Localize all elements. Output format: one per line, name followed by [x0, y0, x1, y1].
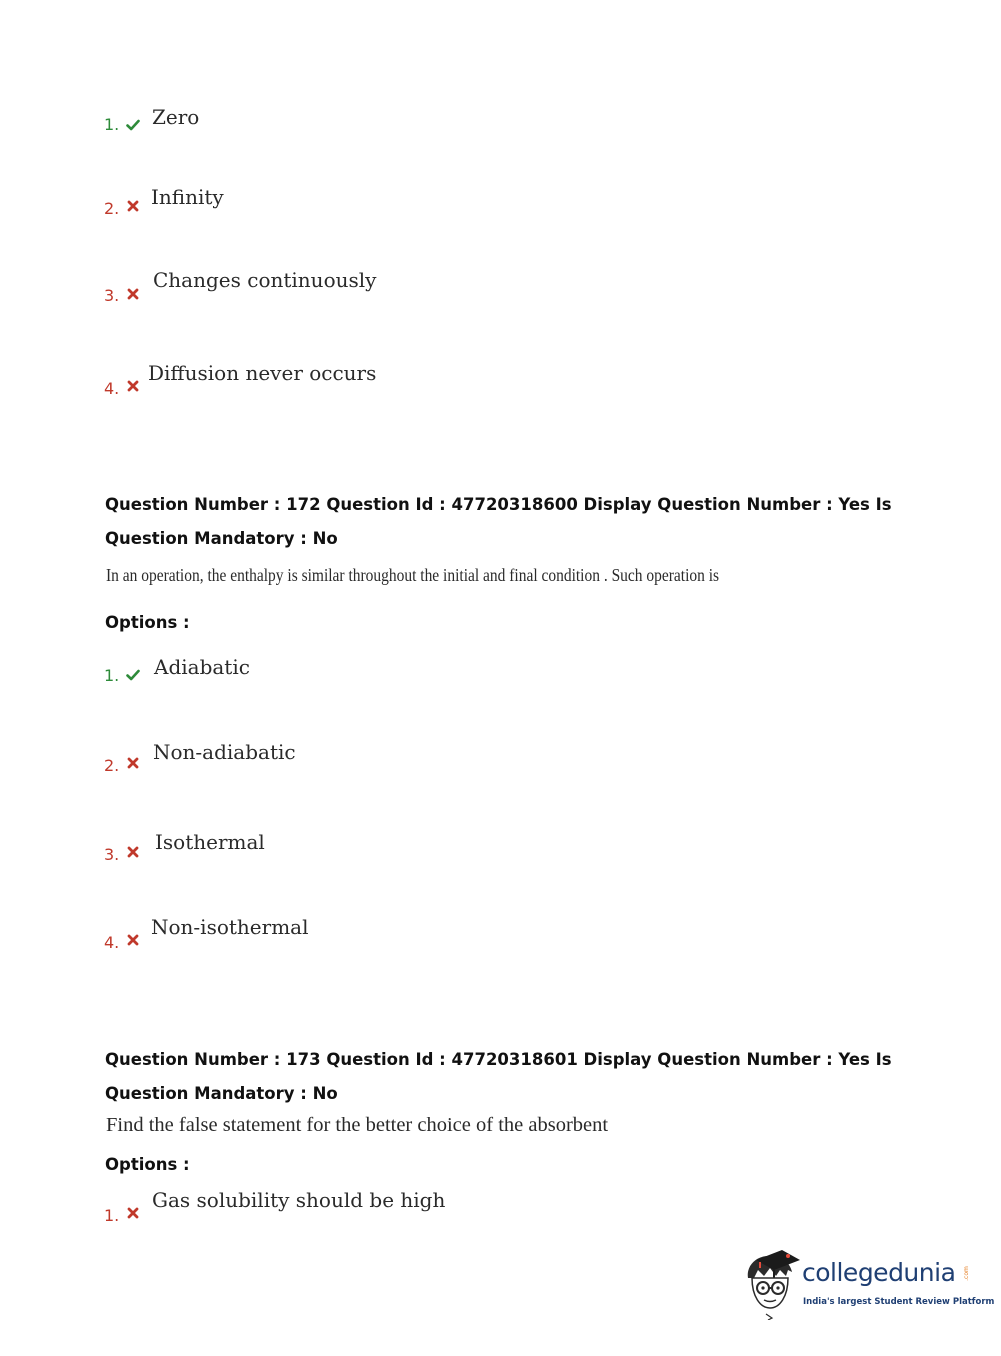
collegedunia-logo — [742, 1248, 995, 1320]
cross-icon — [126, 379, 140, 393]
question-header: Question Number : 173 Question Id : 47720318601 Display Question Number : Yes Is Question Mandatory : No — [105, 1050, 892, 1103]
option-text: Changes continuously — [153, 268, 377, 292]
cross-icon — [126, 287, 140, 301]
option-number: 1. — [104, 115, 120, 134]
option-text: Non-adiabatic — [153, 740, 296, 764]
option-number: 3. — [104, 286, 120, 305]
check-icon — [126, 668, 140, 682]
logo-tagline: India's largest Student Review Platform — [803, 1297, 995, 1307]
cross-icon — [126, 199, 140, 213]
question-text: Find the false statement for the better choice of the absorbent — [106, 1114, 609, 1136]
option-number: 4. — [104, 933, 120, 952]
cross-icon — [126, 933, 140, 947]
option-number: 3. — [104, 845, 120, 864]
option-text: Infinity — [151, 185, 224, 209]
check-icon — [126, 118, 140, 132]
logo-wordmark: collegedunia — [802, 1258, 956, 1287]
option-number: 1. — [104, 1206, 120, 1225]
cross-icon — [126, 845, 140, 859]
options-label: Options : — [105, 613, 190, 632]
question-text: In an operation, the enthalpy is similar throughout the initial and final condition . Such operation is — [106, 565, 720, 585]
option-number: 1. — [104, 666, 120, 685]
option-text: Zero — [152, 105, 200, 129]
option-number: 2. — [104, 756, 120, 775]
option-number: 2. — [104, 199, 120, 218]
mascot-icon — [742, 1248, 800, 1320]
logo-com: .com — [962, 1266, 970, 1281]
option-text: Non-isothermal — [151, 915, 309, 939]
option-text: Adiabatic — [154, 655, 250, 679]
cross-icon — [126, 756, 140, 770]
option-text: Gas solubility should be high — [152, 1188, 446, 1212]
option-text: Diffusion never occurs — [148, 361, 377, 385]
option-text: Isothermal — [155, 830, 265, 854]
option-number: 4. — [104, 379, 120, 398]
question-header: Question Number : 172 Question Id : 47720318600 Display Question Number : Yes Is Question Mandatory : No — [105, 495, 892, 548]
options-label: Options : — [105, 1155, 190, 1174]
cross-icon — [126, 1206, 140, 1220]
